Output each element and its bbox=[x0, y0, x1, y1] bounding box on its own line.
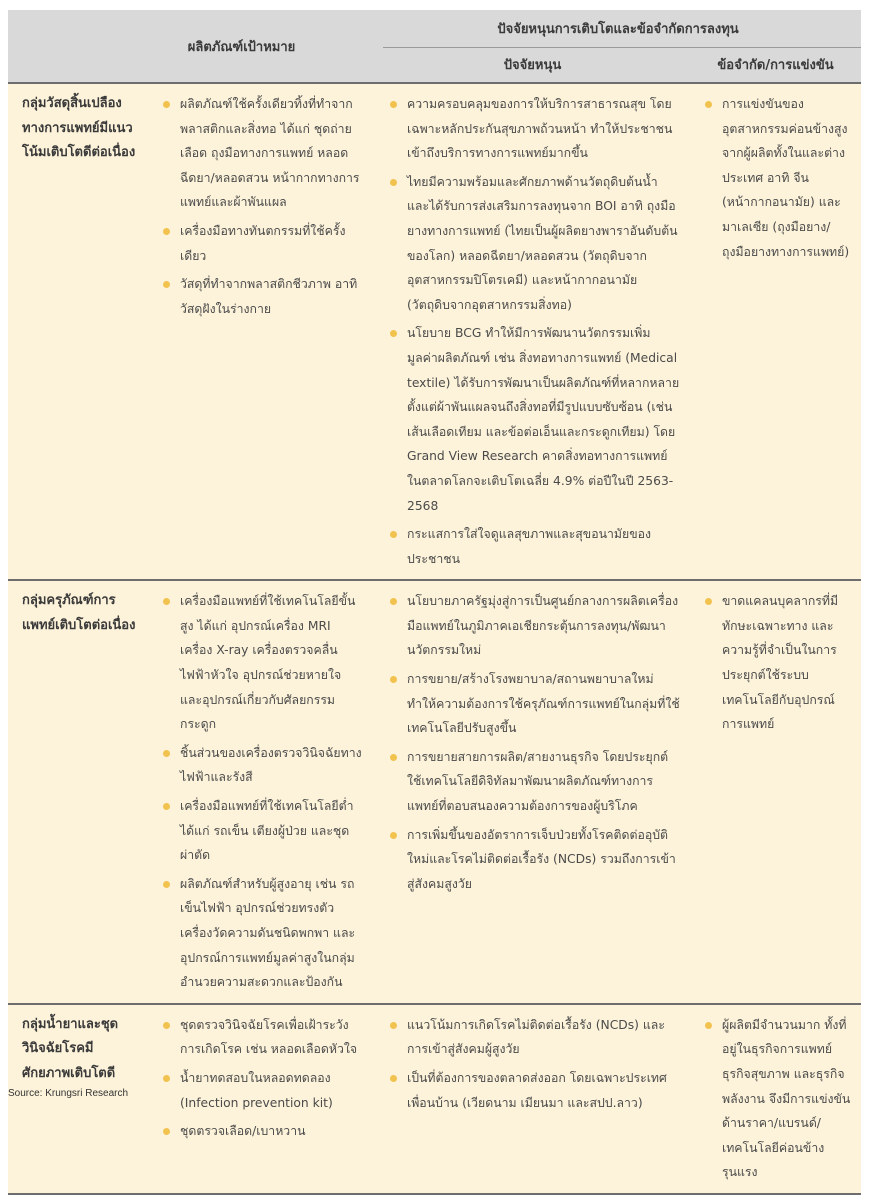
list-item: ชุดตรวจเลือด/เบาหวาน bbox=[158, 1119, 365, 1144]
products-cell bbox=[148, 1004, 375, 1194]
source-note: Source: Krungsri Research bbox=[8, 1088, 129, 1099]
list-item: เครื่องมือแพทย์ที่ใช้เทคโนโลยีต่ำ ได้แก่ รถเข็น เตียงผู้ป่วย และชุดผ่าตัด bbox=[158, 794, 365, 868]
header-constraints-label: ข้อจำกัด/การแข่งขัน bbox=[717, 58, 834, 73]
table-row bbox=[8, 83, 861, 580]
list-item: การเพิ่มขึ้นของอัตราการเจ็บป่วยทั้งโรคติดต่ออุบัติใหม่และโรคไม่ติดต่อเรื้อรัง (NCDs) รวมถึงการเข้าสู่สังคมสูงวัย bbox=[385, 823, 680, 897]
table-row bbox=[8, 580, 861, 1004]
group-label: กลุ่มน้ำยาและชุดวินิจฉัยโรคมีศักยภาพเติบโตดี bbox=[8, 1004, 148, 1194]
drivers-cell bbox=[375, 1004, 690, 1194]
group-label: กลุ่มครุภัณฑ์การแพทย์เติบโตต่อเนื่อง bbox=[8, 580, 148, 1004]
constraints-cell bbox=[690, 83, 861, 580]
header-factors-label: ปัจจัยหนุนการเติบโตและข้อจำกัดการลงทุน bbox=[497, 22, 739, 37]
drivers-cell bbox=[375, 83, 690, 580]
list-item: น้ำยาทดสอบในหลอดทดลอง (Infection prevention kit) bbox=[158, 1066, 365, 1115]
header-target-products bbox=[8, 10, 375, 83]
drivers-cell bbox=[375, 580, 690, 1004]
header-factors-group bbox=[375, 10, 861, 47]
products-cell bbox=[148, 83, 375, 580]
constraints-cell bbox=[690, 580, 861, 1004]
table-row bbox=[8, 1004, 861, 1194]
header-product-label: ผลิตภัณฑ์เป้าหมาย bbox=[187, 39, 296, 55]
list-item: เครื่องมือทางทันตกรรมที่ใช้ครั้งเดียว bbox=[158, 219, 365, 268]
list-item: นโยบายภาครัฐมุ่งสู่การเป็นศูนย์กลางการผลิตเครื่องมือแพทย์ในภูมิภาคเอเชียกระตุ้นการลงทุน/พัฒนานวัตกรรมใหม่ bbox=[385, 589, 680, 663]
list-item: ชุดตรวจวินิจฉัยโรคเพื่อเฝ้าระวังการเกิดโรค เช่น หลอดเลือดหัวใจ bbox=[158, 1013, 365, 1062]
header-drivers-label: ปัจจัยหนุน bbox=[503, 58, 562, 73]
header-constraints bbox=[690, 47, 861, 83]
list-item: วัสดุที่ทำจากพลาสติกชีวภาพ อาทิ วัสดุฝังในร่างกาย bbox=[158, 272, 365, 321]
investment-factors-table bbox=[8, 10, 861, 1195]
list-item: การขยายสายการผลิต/สายงานธุรกิจ โดยประยุกต์ใช้เทคโนโลยีดิจิทัลมาพัฒนาผลิตภัณฑ์ทางการแพทย์ที่ตอบสนองความต้องการของผู้บริโภค bbox=[385, 745, 680, 819]
list-item: ขาดแคลนบุคลากรที่มีทักษะเฉพาะทาง และความรู้ที่จำเป็นในการประยุกต์ใช้ระบบเทคโนโลยีกับอุปกรณ์การแพทย์ bbox=[700, 589, 851, 737]
list-item: ผลิตภัณฑ์สำหรับผู้สูงอายุ เช่น รถเข็นไฟฟ้า อุปกรณ์ช่วยทรงตัว เครื่องวัดความดันชนิดพกพา และอุปกรณ์การแพทย์มูลค่าสูงในกลุ่มอำนวยความสะดวกและป้องกัน bbox=[158, 872, 365, 995]
list-item: ผลิตภัณฑ์ใช้ครั้งเดียวทิ้งที่ทำจากพลาสติกและสิ่งทอ ได้แก่ ชุดถ่ายเลือด ถุงมือทางการแพทย์ หลอดฉีดยา/หลอดสวน หน้ากากทางการแพทย์และผ้าพันแผล bbox=[158, 92, 365, 215]
list-item: การแข่งขันของอุตสาหกรรมค่อนข้างสูง จากผู้ผลิตทั้งในและต่างประเทศ อาทิ จีน (หน้ากากอนามัย) และมาเลเซีย (ถุงมือยาง/ถุงมือยางทางการแพทย์) bbox=[700, 92, 851, 264]
list-item: เครื่องมือแพทย์ที่ใช้เทคโนโลยีขั้นสูง ได้แก่ อุปกรณ์เครื่อง MRI เครื่อง X-ray เครื่องตรวจคลื่นไฟฟ้าหัวใจ อุปกรณ์ช่วยหายใจ และอุปกรณ์เกี่ยวกับศัลยกรรมกระดูก bbox=[158, 589, 365, 737]
list-item: ไทยมีความพร้อมและศักยภาพด้านวัตถุดิบต้นน้ำ และได้รับการส่งเสริมการลงทุนจาก BOI อาทิ ถุงมือยางทางการแพทย์ (ไทยเป็นผู้ผลิตยางพาราอันดับต้นของโลก) หลอดฉีดยา/หลอดสวน (วัตถุดิบจากอุตสาหกรรมปิโตรเคมี) และหน้ากากอนามัย (วัตถุดิบจากอุตสาหกรรมสิ่งทอ) bbox=[385, 170, 680, 318]
list-item: แนวโน้มการเกิดโรคไม่ติดต่อเรื้อรัง (NCDs) และการเข้าสู่สังคมผู้สูงวัย bbox=[385, 1013, 680, 1062]
products-cell bbox=[148, 580, 375, 1004]
list-item: นโยบาย BCG ทำให้มีการพัฒนานวัตกรรมเพิ่มมูลค่าผลิตภัณฑ์ เช่น สิ่งทอทางการแพทย์ (Medical textile) ได้รับการพัฒนาเป็นผลิตภัณฑ์ที่หลากหลายตั้งแต่ผ้าพันแผลจนถึงสิ่งทอที่มีรูปแบบซับซ้อน (เช่น เส้นเลือดเทียม และข้อต่อเอ็นและกระดูกเทียม) โดย Grand View Research คาดสิ่งทอทางการแพทย์ในตลาดโลกจะเติบโตเฉลี่ย 4.9% ต่อปีในปี 2563-2568 bbox=[385, 321, 680, 518]
list-item: กระแสการใส่ใจดูแลสุขภาพและสุขอนามัยของประชาชน bbox=[385, 522, 680, 571]
group-label: กลุ่มวัสดุสิ้นเปลืองทางการแพทย์มีแนวโน้มเติบโตดีต่อเนื่อง bbox=[8, 83, 148, 580]
list-item: ชิ้นส่วนของเครื่องตรวจวินิจฉัยทางไฟฟ้าและรังสี bbox=[158, 741, 365, 790]
list-item: ความครอบคลุมของการให้บริการสาธารณสุข โดยเฉพาะหลักประกันสุขภาพถ้วนหน้า ทำให้ประชาชนเข้าถึงบริการทางการแพทย์มากขึ้น bbox=[385, 92, 680, 166]
list-item: เป็นที่ต้องการของตลาดส่งออก โดยเฉพาะประเทศเพื่อนบ้าน (เวียดนาม เมียนมา และสปป.ลาว) bbox=[385, 1066, 680, 1115]
list-item: การขยาย/สร้างโรงพยาบาล/สถานพยาบาลใหม่ ทำให้ความต้องการใช้ครุภัณฑ์การแพทย์ในกลุ่มที่ใช้เทคโนโลยีปรับสูงขึ้น bbox=[385, 667, 680, 741]
constraints-cell bbox=[690, 1004, 861, 1194]
list-item: ผู้ผลิตมีจำนวนมาก ทั้งที่อยู่ในธุรกิจการแพทย์ ธุรกิจสุขภาพ และธุรกิจพลังงาน จึงมีการแข่งขันด้านราคา/แบรนด์/เทคโนโลยีค่อนข้างรุนแรง bbox=[700, 1013, 851, 1185]
header-drivers bbox=[375, 47, 690, 83]
